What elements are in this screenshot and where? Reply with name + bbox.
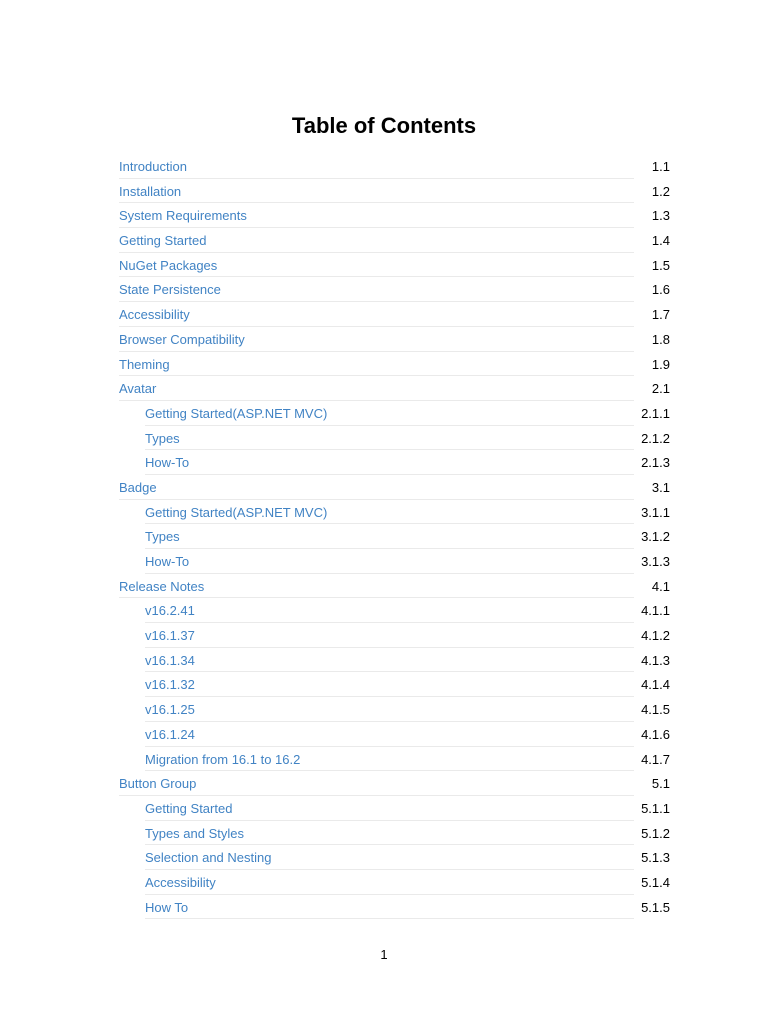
- toc-entry-link[interactable]: Migration from 16.1 to 16.2: [145, 751, 301, 767]
- toc-subentry: [119, 623, 670, 648]
- toc-entry-number: 4.1.7: [641, 751, 670, 767]
- toc-entry-link[interactable]: v16.1.24: [145, 726, 195, 742]
- toc-subentry: [119, 747, 670, 772]
- toc-subentry: [119, 500, 670, 525]
- toc-entry-link[interactable]: v16.2.41: [145, 603, 195, 619]
- toc-entry: [119, 327, 670, 352]
- toc-entry-number: 4.1: [651, 578, 670, 594]
- toc-entry-number: 3.1: [651, 479, 670, 495]
- toc-entry-number: 3.1.3: [641, 554, 670, 569]
- toc-entry-number: 5.1.3: [641, 850, 670, 866]
- toc-subentry: [119, 401, 670, 426]
- toc-divider: [145, 918, 634, 919]
- page-number: 1: [380, 947, 388, 962]
- toc-entry-link[interactable]: Badge: [119, 479, 157, 495]
- toc-entry-link[interactable]: v16.1.34: [145, 652, 195, 668]
- toc-subentry: [119, 796, 670, 821]
- toc-entry-link[interactable]: How-To: [145, 554, 190, 569]
- toc-subentry: [119, 598, 670, 623]
- toc-entry-link[interactable]: Introduction: [119, 159, 187, 174]
- toc-entry-number: 5.1.1: [641, 800, 670, 816]
- toc-entry: [119, 771, 670, 796]
- page-title: Table of Contents: [291, 113, 477, 138]
- toc-entry-link[interactable]: Installation: [119, 183, 182, 199]
- toc-entry-link[interactable]: Getting Started: [119, 233, 207, 249]
- toc-entry: [119, 352, 670, 377]
- toc-entry: [119, 154, 670, 179]
- toc-entry-link[interactable]: Types and Styles: [145, 825, 244, 841]
- toc-entry-link[interactable]: How To: [145, 899, 189, 915]
- toc-entry-number: 5.1.4: [641, 874, 670, 890]
- toc-entry-link[interactable]: Types: [145, 529, 180, 545]
- toc-entry-link[interactable]: Avatar: [119, 381, 157, 397]
- toc-entry-number: 4.1.1: [641, 603, 670, 619]
- toc-entry: [119, 475, 670, 500]
- toc-entry-link[interactable]: Button Group: [119, 776, 197, 792]
- toc-subentry: [119, 426, 670, 451]
- toc-entry: [119, 277, 670, 302]
- toc-entry-link[interactable]: State Persistence: [119, 282, 221, 298]
- toc-subentry: [119, 845, 670, 870]
- toc-entry-link[interactable]: v16.1.37: [145, 628, 195, 644]
- toc-entry-number: 1.4: [651, 233, 670, 249]
- toc-subentry: [119, 722, 670, 747]
- toc-entry: [119, 253, 670, 278]
- toc-entry-link[interactable]: Getting Started: [145, 800, 233, 816]
- toc-subentry: [119, 697, 670, 722]
- toc-entry-link[interactable]: Getting Started(ASP.NET MVC): [145, 504, 328, 520]
- toc-subentry: [119, 648, 670, 673]
- toc-subentry: [119, 870, 670, 895]
- toc-entry-link[interactable]: NuGet Packages: [119, 257, 218, 273]
- toc-entry-link[interactable]: How-To: [145, 455, 190, 471]
- toc-subentry: [119, 821, 670, 846]
- toc-entry-number: 4.1.6: [641, 726, 670, 742]
- toc-entry-number: 4.1.4: [641, 677, 670, 693]
- toc-entry-number: 4.1.3: [641, 652, 670, 668]
- toc-entry: [119, 228, 670, 253]
- toc-entry-number: 1.3: [651, 208, 670, 224]
- toc-entry-number: 1.1: [651, 159, 670, 174]
- toc-entry-number: 1.2: [651, 183, 670, 199]
- toc-entry-number: 2.1.1: [641, 405, 670, 421]
- toc-entry-link[interactable]: Accessibility: [145, 874, 216, 890]
- table-of-contents: [119, 154, 670, 919]
- toc-subentry: [119, 450, 670, 475]
- toc-entry-number: 1.8: [651, 331, 670, 347]
- toc-entry-number: 2.1: [651, 381, 670, 397]
- toc-entry-link[interactable]: Browser Compatibility: [119, 331, 245, 347]
- toc-entry: [119, 574, 670, 599]
- toc-entry-number: 1.5: [651, 257, 670, 273]
- toc-entry-link[interactable]: System Requirements: [119, 208, 247, 224]
- toc-entry-number: 2.1.3: [641, 455, 670, 471]
- toc-entry-link[interactable]: Accessibility: [119, 307, 190, 323]
- toc-entry-link[interactable]: Theming: [119, 356, 170, 372]
- toc-entry-number: 1.7: [651, 307, 670, 323]
- toc-entry-number: 5.1.5: [641, 899, 670, 915]
- toc-entry-number: 5.1.2: [641, 825, 670, 841]
- toc-subentry: [119, 524, 670, 549]
- toc-entry-link[interactable]: Release Notes: [119, 578, 205, 594]
- toc-entry-number: 5.1: [651, 776, 670, 792]
- toc-entry-number: 2.1.2: [641, 430, 670, 446]
- toc-entry-link[interactable]: Types: [145, 430, 180, 446]
- toc-subentry: [119, 549, 670, 574]
- toc-entry-number: 3.1.2: [641, 529, 670, 545]
- toc-entry: [119, 179, 670, 204]
- toc-entry-link[interactable]: Selection and Nesting: [145, 850, 272, 866]
- toc-entry-link[interactable]: v16.1.25: [145, 702, 195, 718]
- toc-subentry: [119, 895, 670, 920]
- toc-entry-number: 1.9: [651, 356, 670, 372]
- toc-entry-number: 4.1.2: [641, 628, 670, 644]
- toc-entry-number: 1.6: [651, 282, 670, 298]
- toc-entry-link[interactable]: v16.1.32: [145, 677, 195, 693]
- toc-entry-link[interactable]: Getting Started(ASP.NET MVC): [145, 405, 328, 421]
- toc-entry-number: 4.1.5: [641, 702, 670, 718]
- toc-entry: [119, 376, 670, 401]
- toc-entry-number: 3.1.1: [641, 504, 670, 520]
- toc-entry: [119, 203, 670, 228]
- toc-subentry: [119, 672, 670, 697]
- toc-entry: [119, 302, 670, 327]
